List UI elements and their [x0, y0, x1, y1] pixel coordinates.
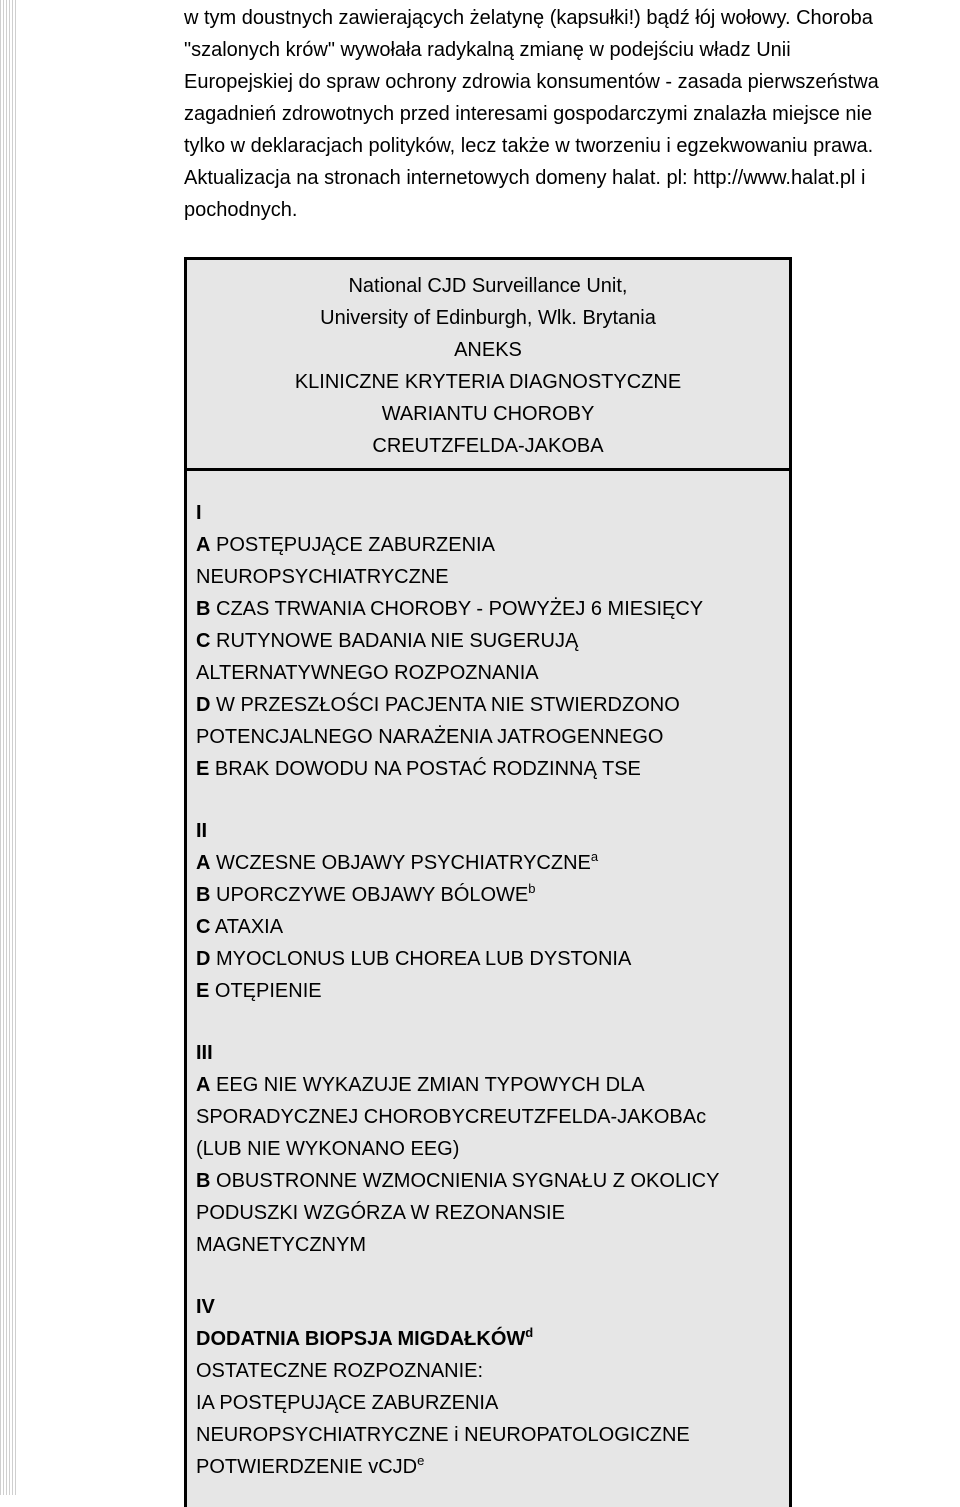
annex-header-subtitle: WARIANTU CHOROBY	[381, 403, 595, 425]
section-numeral: IV	[196, 1296, 215, 1318]
section-spacer	[196, 1007, 719, 1037]
page-edge-decoration	[0, 0, 16, 1495]
criterion-text: UPORCZYWE OBJAWY BÓLOWE	[216, 884, 529, 906]
criterion-item	[196, 1165, 719, 1197]
annex-header-unit: National CJD Surveillance Unit,	[348, 275, 628, 297]
intro-paragraph	[184, 2, 960, 226]
intro-line: w tym doustnych zawierających żelatynę (kapsułki!) bądź łój wołowy. Choroba	[184, 7, 873, 29]
criterion-text: POSTĘPUJĄCE ZABURZENIA	[216, 534, 495, 556]
criterion-letter: D	[196, 948, 211, 970]
criterion-text: ATAXIA	[214, 916, 284, 938]
criterion-text: CZAS TRWANIA CHOROBY - POWYŻEJ 6 MIESIĘCY	[216, 598, 704, 620]
criterion-text: EEG NIE WYKAZUJE ZMIAN TYPOWYCH DLA	[216, 1074, 645, 1096]
footnote-marker: d	[525, 1325, 534, 1340]
intro-line: pochodnych.	[184, 199, 298, 221]
final-diagnosis-item	[196, 1451, 719, 1483]
criterion-text-continued: MAGNETYCZNYM	[196, 1234, 366, 1256]
biopsy-text: DODATNIA BIOPSJA MIGDAŁKÓW	[196, 1328, 526, 1350]
criterion-letter: A	[196, 1074, 211, 1096]
intro-line: Europejskiej do spraw ochrony zdrowia konsumentów - zasada pierwszeństwa	[184, 71, 879, 93]
criterion-item	[196, 625, 719, 657]
footnote-marker: a	[590, 849, 599, 864]
criterion-text-continued: NEUROPSYCHIATRYCZNE	[196, 566, 449, 588]
criterion-item	[196, 529, 719, 561]
criterion-item	[196, 689, 719, 721]
criteria-sections	[196, 497, 719, 1483]
section-numeral: III	[196, 1042, 213, 1064]
criterion-letter: C	[196, 916, 211, 938]
annex-box	[184, 257, 792, 1507]
footnote-marker: e	[417, 1453, 425, 1468]
criterion-letter: A	[196, 534, 211, 556]
intro-line: "szalonych krów" wywołała radykalną zmianę w podejściu władz Unii	[184, 39, 791, 61]
criterion-item	[196, 753, 719, 785]
criterion-text: W PRZESZŁOŚCI PACJENTA NIE STWIERDZONO	[216, 694, 680, 716]
criterion-item	[196, 593, 719, 625]
criterion-letter: E	[196, 980, 210, 1002]
criterion-text-continued: ALTERNATYWNEGO ROZPOZNANIA	[196, 662, 539, 684]
criterion-item	[196, 1069, 719, 1101]
annex-header-subtitle: KLINICZNE KRYTERIA DIAGNOSTYCZNE	[294, 371, 682, 393]
section-spacer	[196, 785, 719, 815]
annex-header-subtitle: CREUTZFELDA-JAKOBA	[372, 435, 604, 457]
criterion-text-continued: SPORADYCZNEJ CHOROBYCREUTZFELDA-JAKOBAc	[196, 1106, 707, 1128]
section-numeral: I	[196, 502, 202, 524]
intro-line: Aktualizacja na stronach internetowych domeny halat. pl: http://www.halat.pl i	[184, 167, 866, 189]
criterion-letter: E	[196, 758, 210, 780]
annex-header-title: ANEKS	[454, 339, 522, 361]
criterion-letter: C	[196, 630, 211, 652]
criterion-item	[196, 847, 719, 879]
criterion-letter: B	[196, 884, 211, 906]
section-spacer	[196, 1261, 719, 1291]
criterion-text: WCZESNE OBJAWY PSYCHIATRYCZNE	[216, 852, 591, 874]
footnote-marker: b	[528, 881, 536, 896]
criterion-text-continued: (LUB NIE WYKONANO EEG)	[196, 1138, 460, 1160]
criterion-item	[196, 911, 719, 943]
final-diagnosis-label: OSTATECZNE ROZPOZNANIE:	[196, 1360, 484, 1382]
criterion-text: OBUSTRONNE WZMOCNIENIA SYGNAŁU Z OKOLICY	[216, 1170, 720, 1192]
criterion-letter: A	[196, 852, 211, 874]
intro-line: tylko w deklaracjach polityków, lecz także w tworzeniu i egzekwowaniu prawa.	[184, 135, 874, 157]
criterion-item	[196, 943, 719, 975]
criterion-text: OTĘPIENIE	[214, 980, 322, 1002]
annex-header	[187, 260, 789, 471]
criterion-letter: D	[196, 694, 211, 716]
criterion-item	[196, 1323, 719, 1355]
final-diagnosis-text: POTWIERDZENIE vCJD	[196, 1456, 418, 1478]
final-diagnosis-text: NEUROPSYCHIATRYCZNE i NEUROPATOLOGICZNE	[196, 1424, 690, 1446]
annex-header-university: University of Edinburgh, Wlk. Brytania	[320, 307, 656, 329]
criterion-letter: B	[196, 598, 211, 620]
criterion-text-continued: PODUSZKI WZGÓRZA W REZONANSIE	[196, 1202, 565, 1224]
criterion-text: BRAK DOWODU NA POSTAĆ RODZINNĄ TSE	[214, 758, 641, 780]
intro-line: zagadnień zdrowotnych przed interesami gospodarczymi znalazła miejsce nie	[184, 103, 873, 125]
criterion-letter: B	[196, 1170, 211, 1192]
criterion-item	[196, 975, 719, 1007]
criterion-text: RUTYNOWE BADANIA NIE SUGERUJĄ	[216, 630, 579, 652]
final-diagnosis-text: IA POSTĘPUJĄCE ZABURZENIA	[196, 1392, 499, 1414]
criterion-text: MYOCLONUS LUB CHOREA LUB DYSTONIA	[216, 948, 632, 970]
criterion-text-continued: POTENCJALNEGO NARAŻENIA JATROGENNEGO	[196, 726, 664, 748]
section-numeral: II	[196, 820, 208, 842]
criterion-item	[196, 879, 719, 911]
